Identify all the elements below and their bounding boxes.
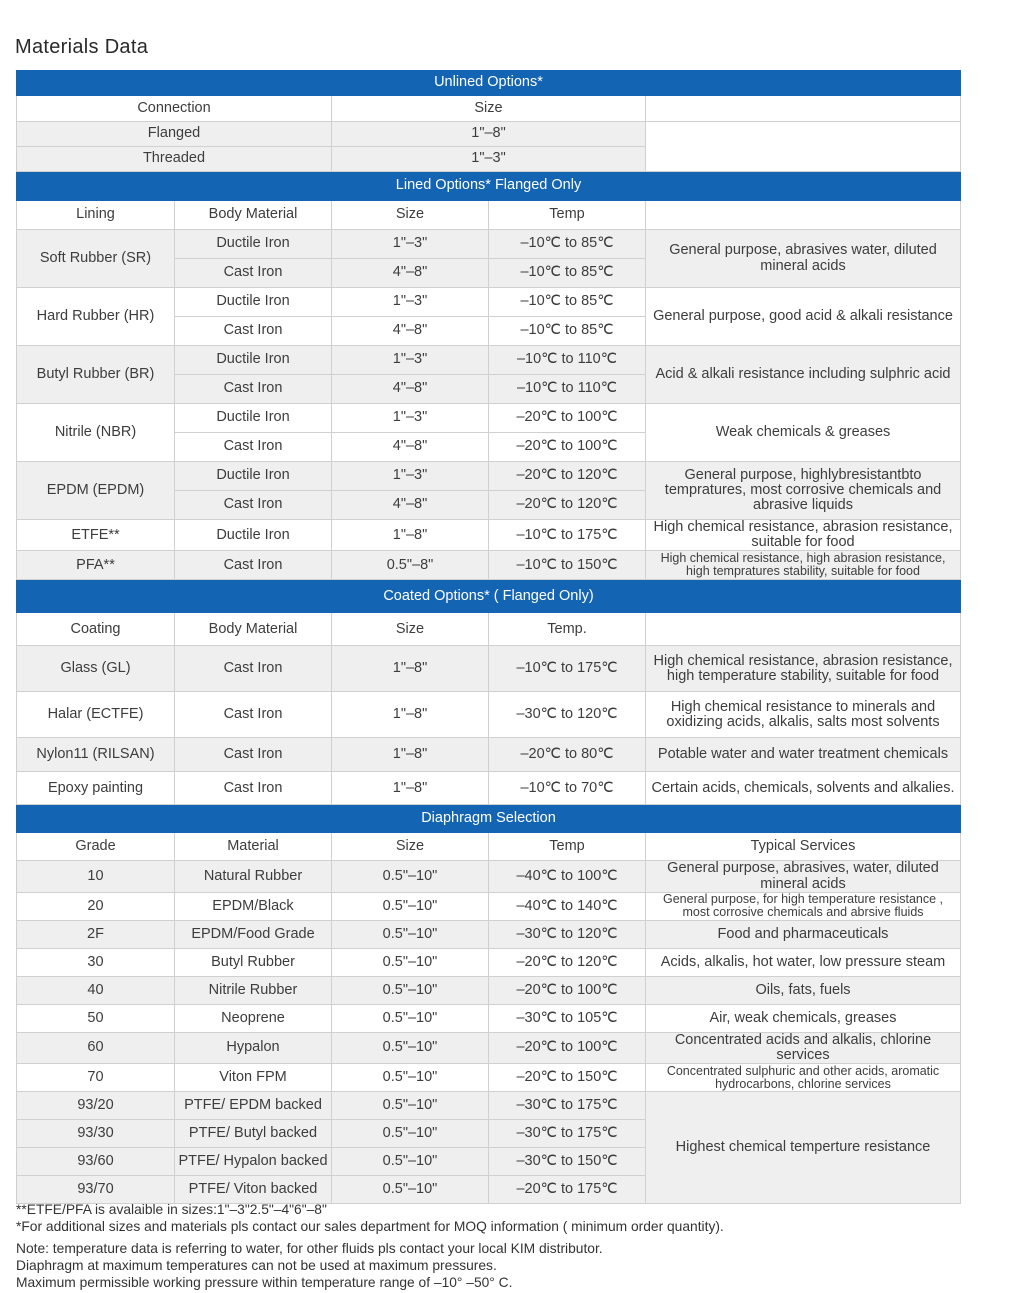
size-cell: 1"–3"	[332, 462, 489, 491]
temp-cell: –10℃ to 85℃	[489, 317, 646, 346]
header-cell: Grade	[17, 833, 175, 861]
notes-cell: Certain acids, chemicals, solvents and alkalies.	[646, 772, 961, 805]
body-cell: Cast Iron	[175, 375, 332, 404]
temp-cell: –10℃ to 85℃	[489, 230, 646, 259]
temp-cell: –20℃ to 150℃	[489, 1064, 646, 1092]
temp-cell: –30℃ to 175℃	[489, 1092, 646, 1120]
temp-cell: –20℃ to 175℃	[489, 1176, 646, 1204]
temp-cell: –30℃ to 150℃	[489, 1148, 646, 1176]
table-row	[17, 861, 961, 892]
lining-cell: Nitrile (NBR)	[17, 404, 175, 462]
section-header-coated	[17, 580, 961, 613]
temp-cell: –20℃ to 120℃	[489, 462, 646, 491]
grade-cell: 60	[17, 1032, 175, 1063]
material-cell: EPDM/Black	[175, 892, 332, 920]
table-row	[17, 692, 961, 738]
header-cell: Body Material	[175, 613, 332, 646]
table-row	[17, 976, 961, 1004]
temp-cell: –10℃ to 175℃	[489, 646, 646, 692]
size-cell: 0.5"–10"	[332, 948, 489, 976]
temp-cell: –10℃ to 110℃	[489, 375, 646, 404]
table-row	[17, 1092, 961, 1120]
section-title: Coated Options* ( Flanged Only)	[17, 580, 961, 613]
grade-cell: 20	[17, 892, 175, 920]
temp-cell: –20℃ to 120℃	[489, 491, 646, 520]
body-cell: Ductile Iron	[175, 230, 332, 259]
lining-cell: PFA**	[17, 551, 175, 580]
temp-cell: –30℃ to 175℃	[489, 1120, 646, 1148]
size-cell: 1"–3"	[332, 288, 489, 317]
header-cell: Temp	[489, 201, 646, 230]
header-cell: Temp	[489, 833, 646, 861]
connection-cell: Flanged	[17, 122, 332, 147]
notes-cell: General purpose, good acid & alkali resistance	[646, 288, 961, 346]
temp-cell: –10℃ to 175℃	[489, 520, 646, 551]
temp-cell: –40℃ to 100℃	[489, 861, 646, 892]
temp-cell: –40℃ to 140℃	[489, 892, 646, 920]
temp-cell: –20℃ to 100℃	[489, 976, 646, 1004]
grade-cell: 50	[17, 1004, 175, 1032]
header-row	[17, 201, 961, 230]
temp-cell: –30℃ to 105℃	[489, 1004, 646, 1032]
header-cell: Size	[332, 201, 489, 230]
size-cell: 0.5"–10"	[332, 861, 489, 892]
material-cell: Natural Rubber	[175, 861, 332, 892]
table-row	[17, 520, 961, 551]
services-cell: Acids, alkalis, hot water, low pressure steam	[646, 948, 961, 976]
notes-cell: General purpose, abrasives water, diluted mineral acids	[646, 230, 961, 288]
table-row	[17, 1064, 961, 1092]
grade-cell: 93/70	[17, 1176, 175, 1204]
material-cell: Hypalon	[175, 1032, 332, 1063]
coating-cell: Halar (ECTFE)	[17, 692, 175, 738]
header-cell: Size	[332, 833, 489, 861]
coating-cell: Epoxy painting	[17, 772, 175, 805]
section-header-lined	[17, 172, 961, 201]
table-row	[17, 892, 961, 920]
size-cell: 1"–8"	[332, 772, 489, 805]
footnote: **ETFE/PFA is avalaible in sizes:1"–3"2.5"–4"6"–8"	[16, 1202, 327, 1217]
materials-table	[16, 70, 961, 1204]
header-row	[17, 833, 961, 861]
notes-cell: General purpose, highlybresistantbto tempratures, most corrosive chemicals and abrasive liquids	[646, 462, 961, 520]
lining-cell: Soft Rubber (SR)	[17, 230, 175, 288]
header-cell: Connection	[17, 96, 332, 122]
lining-cell: Hard Rubber (HR)	[17, 288, 175, 346]
size-cell: 4"–8"	[332, 491, 489, 520]
size-cell: 0.5"–10"	[332, 1120, 489, 1148]
notes-cell: High chemical resistance, abrasion resistance, high temperature stability, suitable for food	[646, 646, 961, 692]
temp-cell: –20℃ to 100℃	[489, 404, 646, 433]
coating-cell: Glass (GL)	[17, 646, 175, 692]
notes-cell: High chemical resistance, high abrasion resistance, high tempratures stability, suitable for food	[646, 551, 961, 580]
size-cell: 0.5"–8"	[332, 551, 489, 580]
section-header-unlined	[17, 71, 961, 96]
body-cell: Ductile Iron	[175, 288, 332, 317]
table-row	[17, 1032, 961, 1063]
size-cell: 1"–3"	[332, 346, 489, 375]
table-row	[17, 1004, 961, 1032]
body-cell: Cast Iron	[175, 738, 332, 772]
body-cell: Cast Iron	[175, 259, 332, 288]
notes-cell: High chemical resistance to minerals and oxidizing acids, alkalis, salts most solvents	[646, 692, 961, 738]
header-cell: Coating	[17, 613, 175, 646]
header-row	[17, 96, 961, 122]
temp-cell: –10℃ to 85℃	[489, 259, 646, 288]
size-cell: 0.5"–10"	[332, 1176, 489, 1204]
section-title: Unlined Options*	[17, 71, 961, 96]
services-cell: General purpose, for high temperature resistance , most corrosive chemicals and abrsive fluids	[646, 892, 961, 920]
connection-cell: Threaded	[17, 147, 332, 172]
table-row	[17, 551, 961, 580]
size-cell: 1"–8"	[332, 692, 489, 738]
size-cell: 0.5"–10"	[332, 1032, 489, 1063]
body-cell: Cast Iron	[175, 491, 332, 520]
grade-cell: 93/60	[17, 1148, 175, 1176]
services-cell: Concentrated acids and alkalis, chlorine services	[646, 1032, 961, 1063]
body-cell: Ductile Iron	[175, 462, 332, 491]
temp-cell: –10℃ to 110℃	[489, 346, 646, 375]
empty-cell	[646, 96, 961, 122]
size-cell: 0.5"–10"	[332, 1092, 489, 1120]
table-row	[17, 772, 961, 805]
header-cell: Typical Services	[646, 833, 961, 861]
services-cell: Oils, fats, fuels	[646, 976, 961, 1004]
table-row	[17, 230, 961, 259]
size-cell: 0.5"–10"	[332, 892, 489, 920]
temp-cell: –20℃ to 80℃	[489, 738, 646, 772]
size-cell: 1"–3"	[332, 230, 489, 259]
empty-cell	[646, 201, 961, 230]
section-header-diaphragm	[17, 805, 961, 833]
temp-cell: –10℃ to 85℃	[489, 288, 646, 317]
page-title: Materials Data	[15, 36, 149, 58]
temp-cell: –10℃ to 70℃	[489, 772, 646, 805]
material-cell: Neoprene	[175, 1004, 332, 1032]
grade-cell: 40	[17, 976, 175, 1004]
temp-cell: –30℃ to 120℃	[489, 692, 646, 738]
section-title: Lined Options* Flanged Only	[17, 172, 961, 201]
size-cell: 1"–3"	[332, 147, 646, 172]
notes-cell: High chemical resistance, abrasion resistance, suitable for food	[646, 520, 961, 551]
body-cell: Cast Iron	[175, 692, 332, 738]
table-row	[17, 948, 961, 976]
size-cell: 0.5"–10"	[332, 1148, 489, 1176]
body-cell: Cast Iron	[175, 772, 332, 805]
size-cell: 0.5"–10"	[332, 920, 489, 948]
services-cell: Air, weak chemicals, greases	[646, 1004, 961, 1032]
table-row	[17, 646, 961, 692]
grade-cell: 93/30	[17, 1120, 175, 1148]
size-cell: 1"–3"	[332, 404, 489, 433]
body-cell: Cast Iron	[175, 433, 332, 462]
size-cell: 0.5"–10"	[332, 1064, 489, 1092]
header-cell: Body Material	[175, 201, 332, 230]
lining-cell: EPDM (EPDM)	[17, 462, 175, 520]
material-cell: PTFE/ Hypalon backed	[175, 1148, 332, 1176]
size-cell: 0.5"–10"	[332, 976, 489, 1004]
size-cell: 1"–8"	[332, 122, 646, 147]
body-cell: Cast Iron	[175, 317, 332, 346]
material-cell: PTFE/ EPDM backed	[175, 1092, 332, 1120]
footnote: Note: temperature data is referring to water, for other fluids pls contact your local KIM distributor.	[16, 1241, 603, 1256]
table-row	[17, 346, 961, 375]
grade-cell: 30	[17, 948, 175, 976]
size-cell: 1"–8"	[332, 738, 489, 772]
header-cell: Material	[175, 833, 332, 861]
header-cell: Temp.	[489, 613, 646, 646]
notes-cell: Acid & alkali resistance including sulphric acid	[646, 346, 961, 404]
body-cell: Cast Iron	[175, 646, 332, 692]
material-cell: Nitrile Rubber	[175, 976, 332, 1004]
size-cell: 0.5"–10"	[332, 1004, 489, 1032]
material-cell: PTFE/ Viton backed	[175, 1176, 332, 1204]
empty-cell	[646, 613, 961, 646]
body-cell: Ductile Iron	[175, 346, 332, 375]
temp-cell: –20℃ to 100℃	[489, 433, 646, 462]
header-cell: Size	[332, 613, 489, 646]
header-cell: Size	[332, 96, 646, 122]
material-cell: Butyl Rubber	[175, 948, 332, 976]
temp-cell: –20℃ to 100℃	[489, 1032, 646, 1063]
size-cell: 1"–8"	[332, 646, 489, 692]
temp-cell: –10℃ to 150℃	[489, 551, 646, 580]
table-row	[17, 404, 961, 433]
table-row	[17, 738, 961, 772]
header-row	[17, 613, 961, 646]
body-cell: Cast Iron	[175, 551, 332, 580]
grade-cell: 10	[17, 861, 175, 892]
section-title: Diaphragm Selection	[17, 805, 961, 833]
body-cell: Ductile Iron	[175, 520, 332, 551]
table-row	[17, 462, 961, 491]
grade-cell: 2F	[17, 920, 175, 948]
services-cell: General purpose, abrasives, water, diluted mineral acids	[646, 861, 961, 892]
size-cell: 4"–8"	[332, 375, 489, 404]
table-row	[17, 920, 961, 948]
notes-cell: Potable water and water treatment chemicals	[646, 738, 961, 772]
footnote: *For additional sizes and materials pls contact our sales department for MOQ information ( minimum order quantity).	[16, 1219, 724, 1234]
table-row	[17, 122, 961, 147]
services-cell: Food and pharmaceuticals	[646, 920, 961, 948]
lining-cell: Butyl Rubber (BR)	[17, 346, 175, 404]
grade-cell: 70	[17, 1064, 175, 1092]
services-cell: Concentrated sulphuric and other acids, aromatic hydrocarbons, chlorine services	[646, 1064, 961, 1092]
temp-cell: –20℃ to 120℃	[489, 948, 646, 976]
body-cell: Ductile Iron	[175, 404, 332, 433]
size-cell: 4"–8"	[332, 259, 489, 288]
temp-cell: –30℃ to 120℃	[489, 920, 646, 948]
lining-cell: ETFE**	[17, 520, 175, 551]
services-cell: Highest chemical temperture resistance	[646, 1092, 961, 1204]
size-cell: 1"–8"	[332, 520, 489, 551]
coating-cell: Nylon11 (RILSAN)	[17, 738, 175, 772]
material-cell: PTFE/ Butyl backed	[175, 1120, 332, 1148]
material-cell: EPDM/Food Grade	[175, 920, 332, 948]
material-cell: Viton FPM	[175, 1064, 332, 1092]
size-cell: 4"–8"	[332, 433, 489, 462]
grade-cell: 93/20	[17, 1092, 175, 1120]
size-cell: 4"–8"	[332, 317, 489, 346]
table-row	[17, 288, 961, 317]
notes-cell: Weak chemicals & greases	[646, 404, 961, 462]
footnote: Diaphragm at maximum temperatures can not be used at maximum pressures.	[16, 1258, 497, 1273]
footnote: Maximum permissible working pressure within temperature range of –10° –50° C.	[16, 1275, 513, 1290]
header-cell: Lining	[17, 201, 175, 230]
empty-cell	[646, 122, 961, 172]
